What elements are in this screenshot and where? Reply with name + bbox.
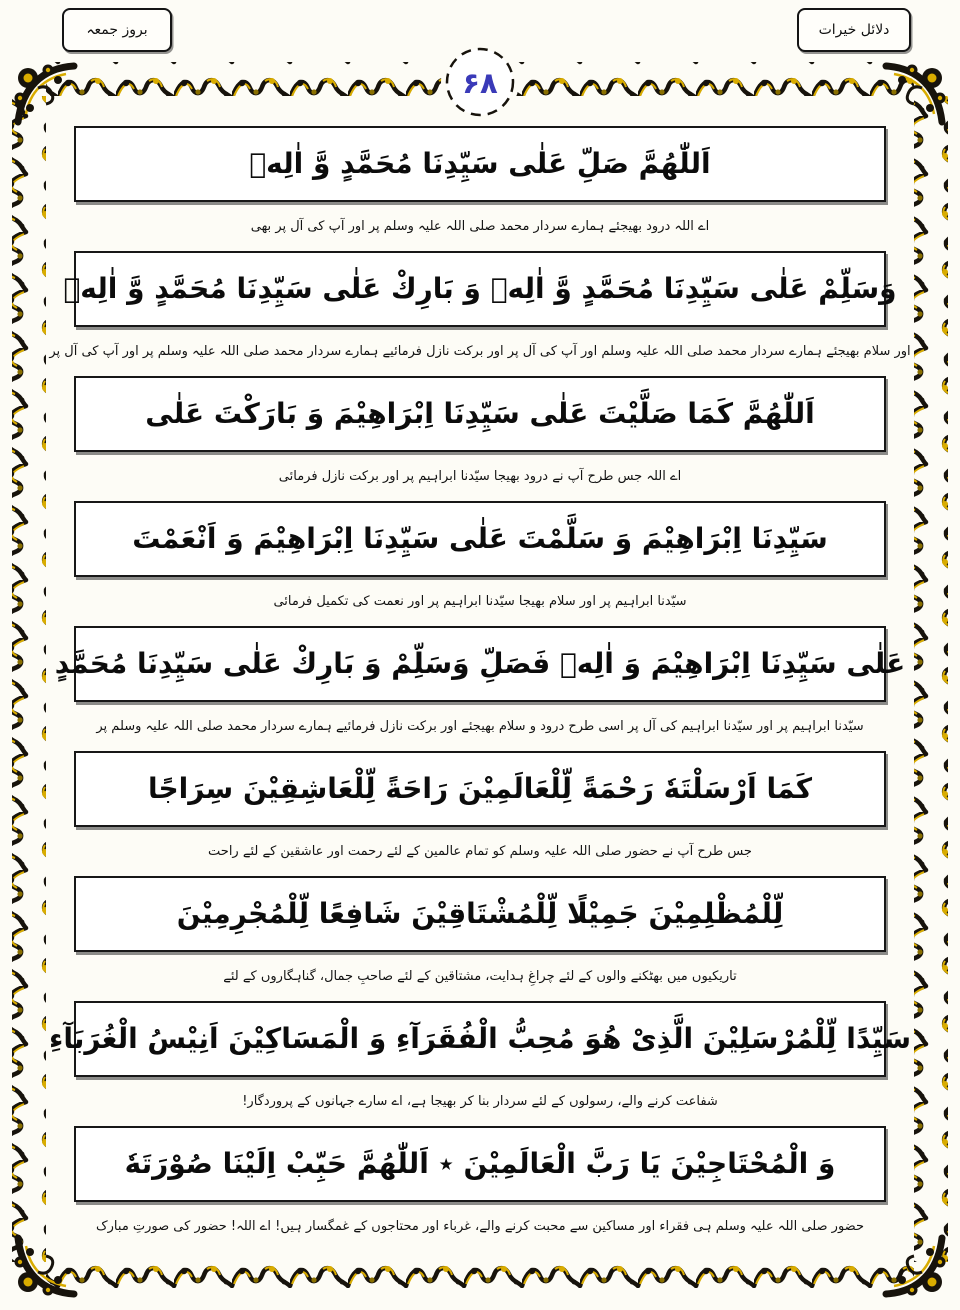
- arabic-verse-box: [74, 876, 886, 952]
- arabic-verse-text: اَللّٰهُمَّ كَمَا صَلَّيْتَ عَلٰى سَيِّدِنَا اِبْرَاهِيْمَ وَ بَارَكْتَ عَلٰى: [145, 396, 815, 430]
- prayer-section: [74, 876, 886, 1001]
- prayer-section: [74, 376, 886, 501]
- prayer-section: [74, 751, 886, 876]
- arabic-verse-text: وَسَلِّمْ عَلٰى سَيِّدِنَا مُحَمَّدٍ وَّ اٰلِهٖ وَ بَارِكْ عَلٰى سَيِّدِنَا مُحَمَّدٍ وَّ اٰلِهٖ: [63, 271, 897, 305]
- urdu-translation-text: جس طرح آپ نے حضور صلی اللہ علیہ وسلم کو تمام عالمین کے لئے رحمت اور عاشقین کے لئے راحت: [208, 844, 752, 859]
- urdu-translation-text: شفاعت کرنے والے، رسولوں کے لئے سردار بنا کر بھیجا ہے، اے سارے جہانوں کے پروردگار!: [242, 1094, 718, 1109]
- arabic-verse-text: عَلٰى سَيِّدِنَا اِبْرَاهِيْمَ وَ اٰلِهٖ فَصَلِّ وَسَلِّمْ وَ بَارِكْ عَلٰى سَيِّدِنَا مُحَمَّدٍ: [54, 646, 906, 680]
- arabic-verse-text: اَللّٰهُمَّ صَلِّ عَلٰى سَيِّدِنَا مُحَمَّدٍ وَّ اٰلِهٖ: [249, 146, 711, 180]
- urdu-translation-text: اے اللہ جس طرح آپ نے درود بھیجا سیّدنا ابراہیم پر اور برکت نازل فرمائی: [278, 469, 682, 484]
- prayer-sections: [49, 126, 912, 1251]
- urdu-translation-text: سیّدنا ابراہیم پر اور سلام بھیجا سیّدنا ابراہیم پر اور نعمت کی تکمیل فرمائی: [273, 594, 687, 609]
- header-title-label: دلائل خیرات: [818, 22, 890, 38]
- arabic-verse-box: [74, 1126, 886, 1202]
- header-day-box: [62, 8, 172, 52]
- prayer-section: [54, 626, 906, 751]
- prayer-section: [74, 126, 886, 251]
- arabic-verse-text: كَمَا اَرْسَلْتَهٗ رَحْمَةً لِّلْعَالَمِيْنَ رَاحَةً لِّلْعَاشِقِيْنَ سِرَاجًا: [147, 771, 813, 805]
- arabic-verse-box: [74, 501, 886, 577]
- urdu-translation-text: اور سلام بھیجئے ہمارے سردار محمد صلی اللہ علیہ وسلم اور آپ کی آل پر اور برکت نازل فرمائیے ہمارے سردار محمد صلی اللہ علیہ وسلم پر اور آپ کی آل پر: [49, 344, 911, 359]
- page-number-medallion: [441, 43, 519, 121]
- prayer-section: [49, 1001, 912, 1126]
- arabic-verse-box: [49, 1001, 912, 1077]
- prayer-section: [49, 251, 911, 376]
- arabic-verse-box: [54, 626, 906, 702]
- arabic-verse-text: وَ الْمُحْتَاجِيْنَ يَا رَبَّ الْعَالَمِيْنَ ٭ اَللّٰهُمَّ حَبِّبْ اِلَيْنَا صُوْرَتَهٗ: [124, 1146, 836, 1180]
- border-left-band: [12, 96, 46, 1262]
- arabic-verse-box: [74, 751, 886, 827]
- arabic-verse-box: [74, 126, 886, 202]
- arabic-verse-text: سَيِّدًا لِّلْمُرْسَلِيْنَ الَّذِىْ هُوَ مُحِبُّ الْفُقَرَآءِ وَ الْمَسَاكِيْنَ اَنِيْسُ الْغُرَبَآءِ: [49, 1021, 912, 1055]
- urdu-translation-text: حضور صلی اللہ علیہ وسلم ہی فقراء اور مساکین سے محبت کرنے والے، غرباء اور محتاجوں کے غمگسار ہیں! اے اللہ! حضور کی صورتِ مبارک: [96, 1219, 864, 1234]
- header-day-label: بروز جمعہ: [86, 22, 148, 38]
- arabic-verse-box: [74, 376, 886, 452]
- page-number: ۶۸: [462, 66, 498, 100]
- prayer-section: [74, 1126, 886, 1251]
- arabic-verse-box: [63, 251, 897, 327]
- urdu-translation-text: تاریکیوں میں بھٹکنے والوں کے لئے چراغِ ہدایت، مشتاقین کے لئے صاحبِ جمال، گناہگاروں کے لئے: [223, 969, 737, 984]
- arabic-verse-text: لِّلْمُظْلِمِيْنَ جَمِيْلًا لِّلْمُشْتَاقِيْنَ شَافِعًا لِّلْمُجْرِمِيْنَ: [176, 896, 784, 930]
- border-right-band: [914, 96, 948, 1262]
- border-bottom-band: [46, 1254, 914, 1288]
- prayer-section: [74, 501, 886, 626]
- header-title-box: [797, 8, 911, 52]
- arabic-verse-text: سَيِّدِنَا اِبْرَاهِيْمَ وَ سَلَّمْتَ عَلٰى سَيِّدِنَا اِبْرَاهِيْمَ وَ اَنْعَمْتَ: [132, 521, 828, 555]
- urdu-translation-text: اے اللہ درود بھیجئے ہمارے سردار محمد صلی اللہ علیہ وسلم پر اور آپ کی آل پر بھی: [250, 219, 710, 234]
- urdu-translation-text: سیّدنا ابراہیم پر اور سیّدنا ابراہیم کی آل پر اسی طرح درود و سلام بھیجئے اور برکت نازل فرمائیے ہمارے سردار محمد صلی اللہ علیہ وسلم پر: [96, 719, 864, 734]
